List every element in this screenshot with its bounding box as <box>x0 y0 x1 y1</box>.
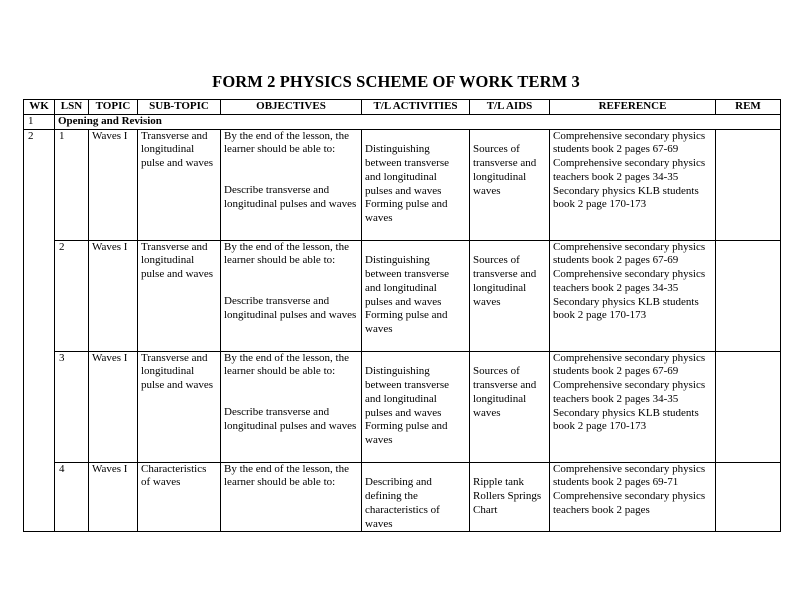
rem-cell <box>716 351 781 462</box>
reference-item: Secondary physics KLB students book 2 page 170-173 <box>553 406 699 433</box>
reference-item: Comprehensive secondary physics teachers book 2 pages 34-35 <box>553 268 706 294</box>
header-topic: TOPIC <box>89 100 138 115</box>
aids-text: Sources of transverse and longitudinal waves <box>473 365 537 419</box>
activities-cell <box>362 462 470 532</box>
objectives-cell <box>221 351 362 462</box>
aids-cell <box>470 129 550 240</box>
topic-cell: Waves I <box>89 129 138 240</box>
rem-cell <box>716 129 781 240</box>
header-objectives: OBJECTIVES <box>221 100 362 115</box>
objectives-intro: By the end of the lesson, the learner should be able to: <box>224 240 349 267</box>
reference-cell <box>550 351 716 462</box>
activities-cell <box>362 240 470 351</box>
reference-item: Comprehensive secondary physics students book 2 pages 67-69 <box>553 129 706 156</box>
aids-text: Sources of transverse and longitudinal waves <box>473 143 537 197</box>
lesson-number: 3 <box>55 351 89 462</box>
objectives-point: Describe transverse and longitudinal pulses and waves <box>224 406 357 432</box>
table-row-week1 <box>24 115 781 130</box>
reference-item: Comprehensive secondary physics students book 2 pages 69-71 <box>553 462 706 489</box>
objectives-intro: By the end of the lesson, the learner should be able to: <box>224 462 349 489</box>
scheme-table <box>23 99 781 532</box>
activities-cell <box>362 129 470 240</box>
page-title: FORM 2 PHYSICS SCHEME OF WORK TERM 3 <box>212 72 580 91</box>
aids-text: Ripple tank Rollers Springs Chart <box>473 476 542 516</box>
reference-item: Comprehensive secondary physics teachers book 2 pages 34-35 <box>553 379 706 405</box>
reference-cell <box>550 462 716 532</box>
activities-text: Distinguishing between transverse and longitudinal pulses and waves Forming pulse and waves <box>365 254 449 335</box>
reference-item: Secondary physics KLB students book 2 page 170-173 <box>553 184 699 211</box>
reference-item: Comprehensive secondary physics teachers book 2 pages 34-35 <box>553 157 706 183</box>
table-row <box>24 129 781 240</box>
week1-number: 1 <box>24 115 55 130</box>
rem-cell <box>716 240 781 351</box>
aids-text: Sources of transverse and longitudinal waves <box>473 254 537 308</box>
lesson-number: 4 <box>55 462 89 532</box>
week2-number: 2 <box>24 129 55 532</box>
objectives-cell <box>221 462 362 532</box>
header-activities: T/L ACTIVITIES <box>362 100 470 115</box>
subtopic-cell: Characteristics of waves <box>138 462 221 532</box>
header-wk: WK <box>24 100 55 115</box>
header-aids: T/L AIDS <box>470 100 550 115</box>
topic-cell: Waves I <box>89 462 138 532</box>
topic-cell: Waves I <box>89 240 138 351</box>
header-subtopic: SUB-TOPIC <box>138 100 221 115</box>
activities-text: Distinguishing between transverse and longitudinal pulses and waves Forming pulse and waves <box>365 365 449 446</box>
lesson-number: 2 <box>55 240 89 351</box>
reference-item: Comprehensive secondary physics students book 2 pages 67-69 <box>553 240 706 267</box>
aids-cell <box>470 351 550 462</box>
header-lsn: LSN <box>55 100 89 115</box>
rem-cell <box>716 462 781 532</box>
objectives-intro: By the end of the lesson, the learner should be able to: <box>224 129 349 156</box>
aids-cell <box>470 462 550 532</box>
reference-item: Comprehensive secondary physics teachers book 2 pages <box>553 490 706 516</box>
activities-cell <box>362 351 470 462</box>
objectives-intro: By the end of the lesson, the learner should be able to: <box>224 351 349 378</box>
header-reference: REFERENCE <box>550 100 716 115</box>
header-row <box>24 100 781 115</box>
aids-cell <box>470 240 550 351</box>
objectives-point: Describe transverse and longitudinal pulses and waves <box>224 184 357 210</box>
table-row <box>24 351 781 462</box>
table-row <box>24 240 781 351</box>
objectives-point: Describe transverse and longitudinal pulses and waves <box>224 295 357 321</box>
week1-section: Opening and Revision <box>55 115 781 130</box>
table-row <box>24 462 781 532</box>
subtopic-cell: Transverse and longitudinal pulse and waves <box>138 351 221 462</box>
reference-cell <box>550 240 716 351</box>
topic-cell: Waves I <box>89 351 138 462</box>
lesson-number: 1 <box>55 129 89 240</box>
reference-item: Comprehensive secondary physics students book 2 pages 67-69 <box>553 351 706 378</box>
header-rem: REM <box>716 100 781 115</box>
objectives-cell <box>221 240 362 351</box>
activities-text: Distinguishing between transverse and longitudinal pulses and waves Forming pulse and waves <box>365 143 449 224</box>
subtopic-cell: Transverse and longitudinal pulse and waves <box>138 240 221 351</box>
objectives-cell <box>221 129 362 240</box>
subtopic-cell: Transverse and longitudinal pulse and waves <box>138 129 221 240</box>
reference-cell <box>550 129 716 240</box>
activities-text: Describing and defining the characteristics of waves <box>365 476 440 530</box>
reference-item: Secondary physics KLB students book 2 page 170-173 <box>553 295 699 322</box>
